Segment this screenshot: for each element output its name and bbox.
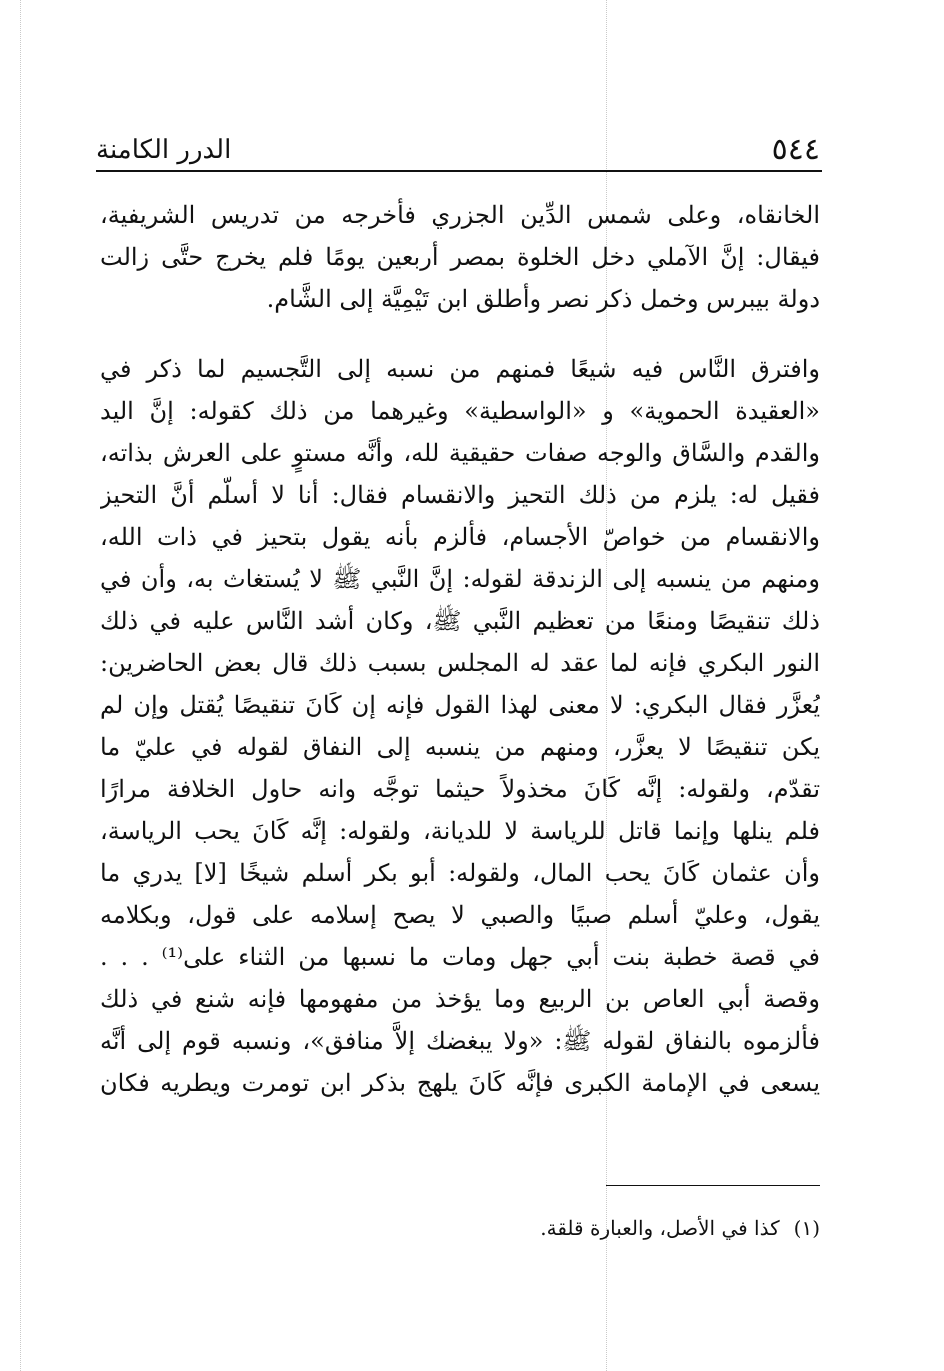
page-header <box>96 118 820 170</box>
running-title: الدرر الكامنة <box>96 135 232 165</box>
text-line <box>100 1104 820 1146</box>
text-line: يُعزَّر فقال البكري: لا معنى لهذا القول فإنه إن كَانَ تنقيصًا يُقتل وإن لم <box>100 691 820 719</box>
scan-artifact-line <box>20 0 21 1371</box>
header-rule <box>96 170 822 172</box>
text-line: يسعى في الإمامة الكبرى فإنَّه كَانَ يلهج بذكر ابن تومرت ويطريه فكان <box>100 1069 820 1097</box>
paragraph-2 <box>100 348 820 1146</box>
text-line: يكن تنقيصًا لا يعزَّر، ومنهم من ينسبه إلى النفاق لقوله في عليّ ما <box>100 733 820 761</box>
paragraph-1 <box>100 194 820 320</box>
text-line: والانقسام من خواصّ الأجسام، فألزم بأنه يقول بتحيز في ذات الله، <box>100 523 820 551</box>
footnote-rule <box>606 1185 820 1186</box>
text-line: فقيل له: يلزم من ذلك التحيز والانقسام فقال: أنا لا أسلّم أنَّ التحيز <box>100 481 820 509</box>
text-line: «العقيدة الحموية» و «الواسطية» وغيرهما من ذلك كقوله: إنَّ اليد <box>100 397 820 425</box>
text-line: تقدّم، ولقوله: إنَّه كَانَ مخذولاً حيثما توجَّه وانه حاول الخلافة مرارًا <box>100 775 820 803</box>
text-line: وافترق النَّاس فيه شيعًا فمنهم من نسبه إلى التَّجسيم لما ذكر في <box>100 355 820 383</box>
text-line: فيقال: إنَّ الآملي دخل الخلوة بمصر أربعين يومًا فلم يخرج حتَّى زالت <box>100 243 820 271</box>
text-line: في قصة خطبة بنت أبي جهل ومات ما نسبها من الثناء على⁽¹⁾ . . . <box>100 943 820 971</box>
text-line: النور البكري فإنه لما عقد له المجلس بسبب ذلك قال بعض الحاضرين: <box>100 649 820 677</box>
text-line: دولة بيبرس وخمل ذكر نصر وأطلق ابن تَيْمِيَّة إلى الشَّام. <box>266 285 820 313</box>
text-line: ومنهم من ينسبه إلى الزندقة لقوله: إنَّ النَّبي ﷺ لا يُستغاث به، وأن في <box>100 565 820 593</box>
text-line: يقول، وعليّ أسلم صبيًا والصبي لا يصح إسلامه على قول، وبكلامه <box>100 901 820 929</box>
text-line: فلم ينلها وإنما قاتل للرياسة لا للديانة، ولقوله: إنَّه كَانَ يحب الرياسة، <box>100 817 820 845</box>
text-line: وقصة أبي العاص بن الربيع وما يؤخذ من مفهومها فإنه شنع في ذلك <box>100 985 820 1013</box>
page-number: ٥٤٤ <box>771 132 820 167</box>
text-line: وأن عثمان كَانَ يحب المال، ولقوله: أبو بكر أسلم شيخًا [لا] يدري ما <box>100 859 820 887</box>
text-line: الخانقاه، وعلى شمس الدِّين الجزري فأخرجه من تدريس الشريفية، <box>100 201 820 229</box>
text-line: ذلك تنقيصًا ومنعًا من تعظيم النَّبي ﷺ، وكان أشد النَّاس عليه في ذلك <box>100 607 820 635</box>
footnote-marker: (١) <box>793 1216 820 1240</box>
text-line: فألزموه بالنفاق لقوله ﷺ: «ولا يبغضك إلاَّ منافق»، ونسبه قوم إلى أنَّه <box>100 1027 820 1055</box>
footnote <box>300 1208 820 1248</box>
footnote-text: كذا في الأصل، والعبارة قلقة. <box>540 1216 780 1240</box>
text-line: والقدم والسَّاق والوجه صفات حقيقية لله، وأنَّه مستوٍ على العرش بذاته، <box>100 439 820 467</box>
